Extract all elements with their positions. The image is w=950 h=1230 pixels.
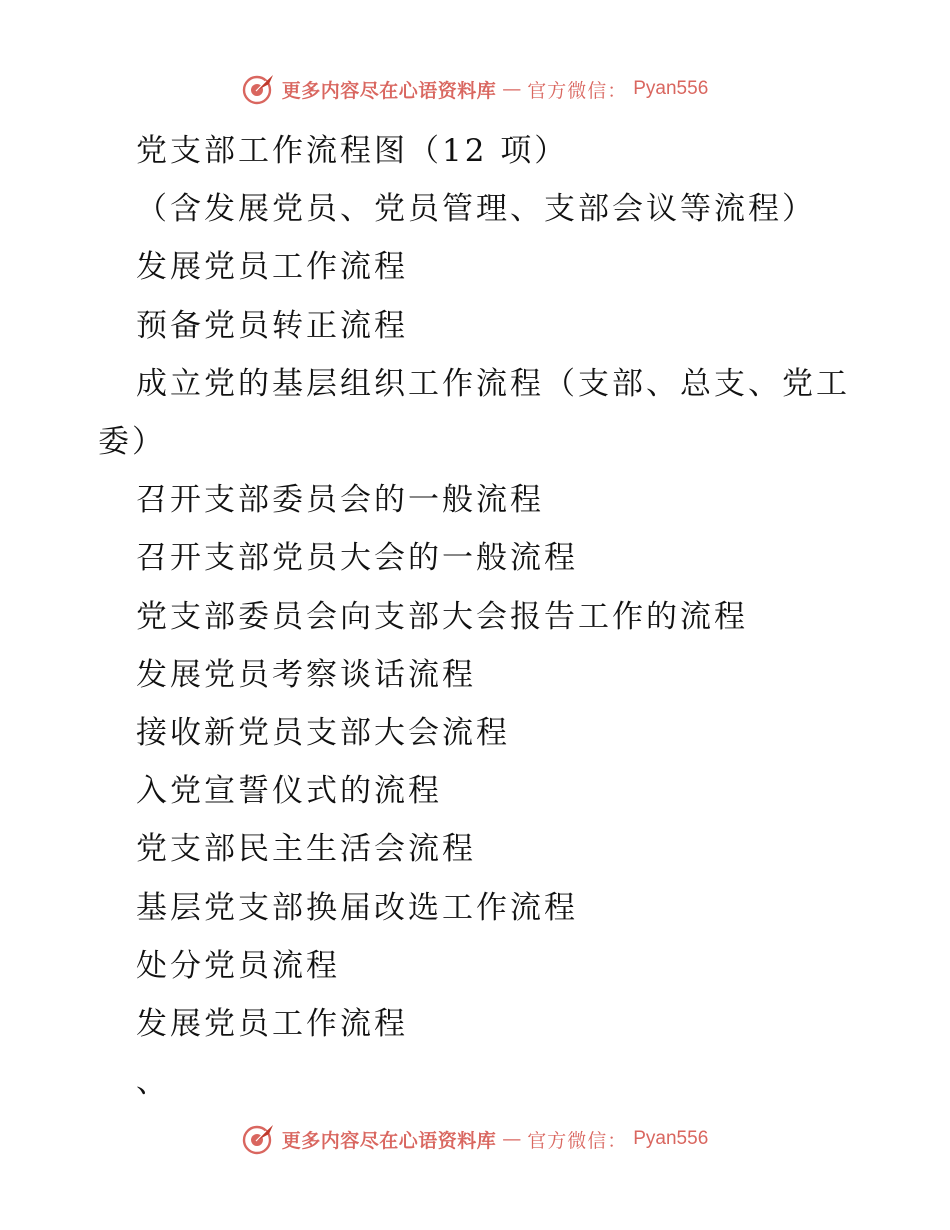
process-item: 发展党员考察谈话流程	[136, 656, 476, 693]
process-item: 党支部委员会向支部大会报告工作的流程	[136, 598, 748, 635]
watermark-separator: —	[502, 1128, 522, 1150]
process-item: 召开支部党员大会的一般流程	[136, 540, 578, 577]
process-item: 发展党员工作流程	[136, 249, 408, 286]
watermark-brand-text: 更多内容尽在心语资料库	[281, 1129, 497, 1152]
process-item: 召开支部委员会的一般流程	[136, 482, 544, 519]
process-item: 接收新党员支部大会流程	[136, 715, 510, 752]
watermark-brand-text: 更多内容尽在心语资料库	[281, 79, 497, 102]
document-subtitle: （含发展党员、党员管理、支部会议等流程）	[136, 191, 816, 228]
process-item: 预备党员转正流程	[136, 307, 408, 344]
process-item: 成立党的基层组织工作流程（支部、总支、党工委）	[98, 365, 850, 461]
watermark-separator: —	[502, 78, 522, 100]
process-item: 基层党支部换届改选工作流程	[136, 889, 578, 926]
quill-logo-icon	[242, 72, 276, 106]
process-item: 入党宣誓仪式的流程	[136, 773, 442, 810]
watermark-wechat-id: Pyan556	[633, 1128, 709, 1149]
trailing-mark: 、	[136, 1064, 170, 1101]
watermark-wechat-label: 官方微信：	[527, 79, 628, 102]
document-body	[98, 122, 858, 1111]
process-item: 发展党员工作流程	[136, 1006, 408, 1043]
watermark-wechat-id: Pyan556	[633, 78, 709, 99]
process-item: 党支部民主生活会流程	[136, 831, 476, 868]
document-title: 党支部工作流程图（12 项）	[136, 133, 569, 169]
header-watermark	[0, 72, 950, 106]
quill-logo-icon	[242, 1122, 276, 1156]
watermark-wechat-label: 官方微信：	[527, 1129, 628, 1152]
footer-watermark	[0, 1122, 950, 1156]
process-item: 处分党员流程	[136, 947, 340, 984]
